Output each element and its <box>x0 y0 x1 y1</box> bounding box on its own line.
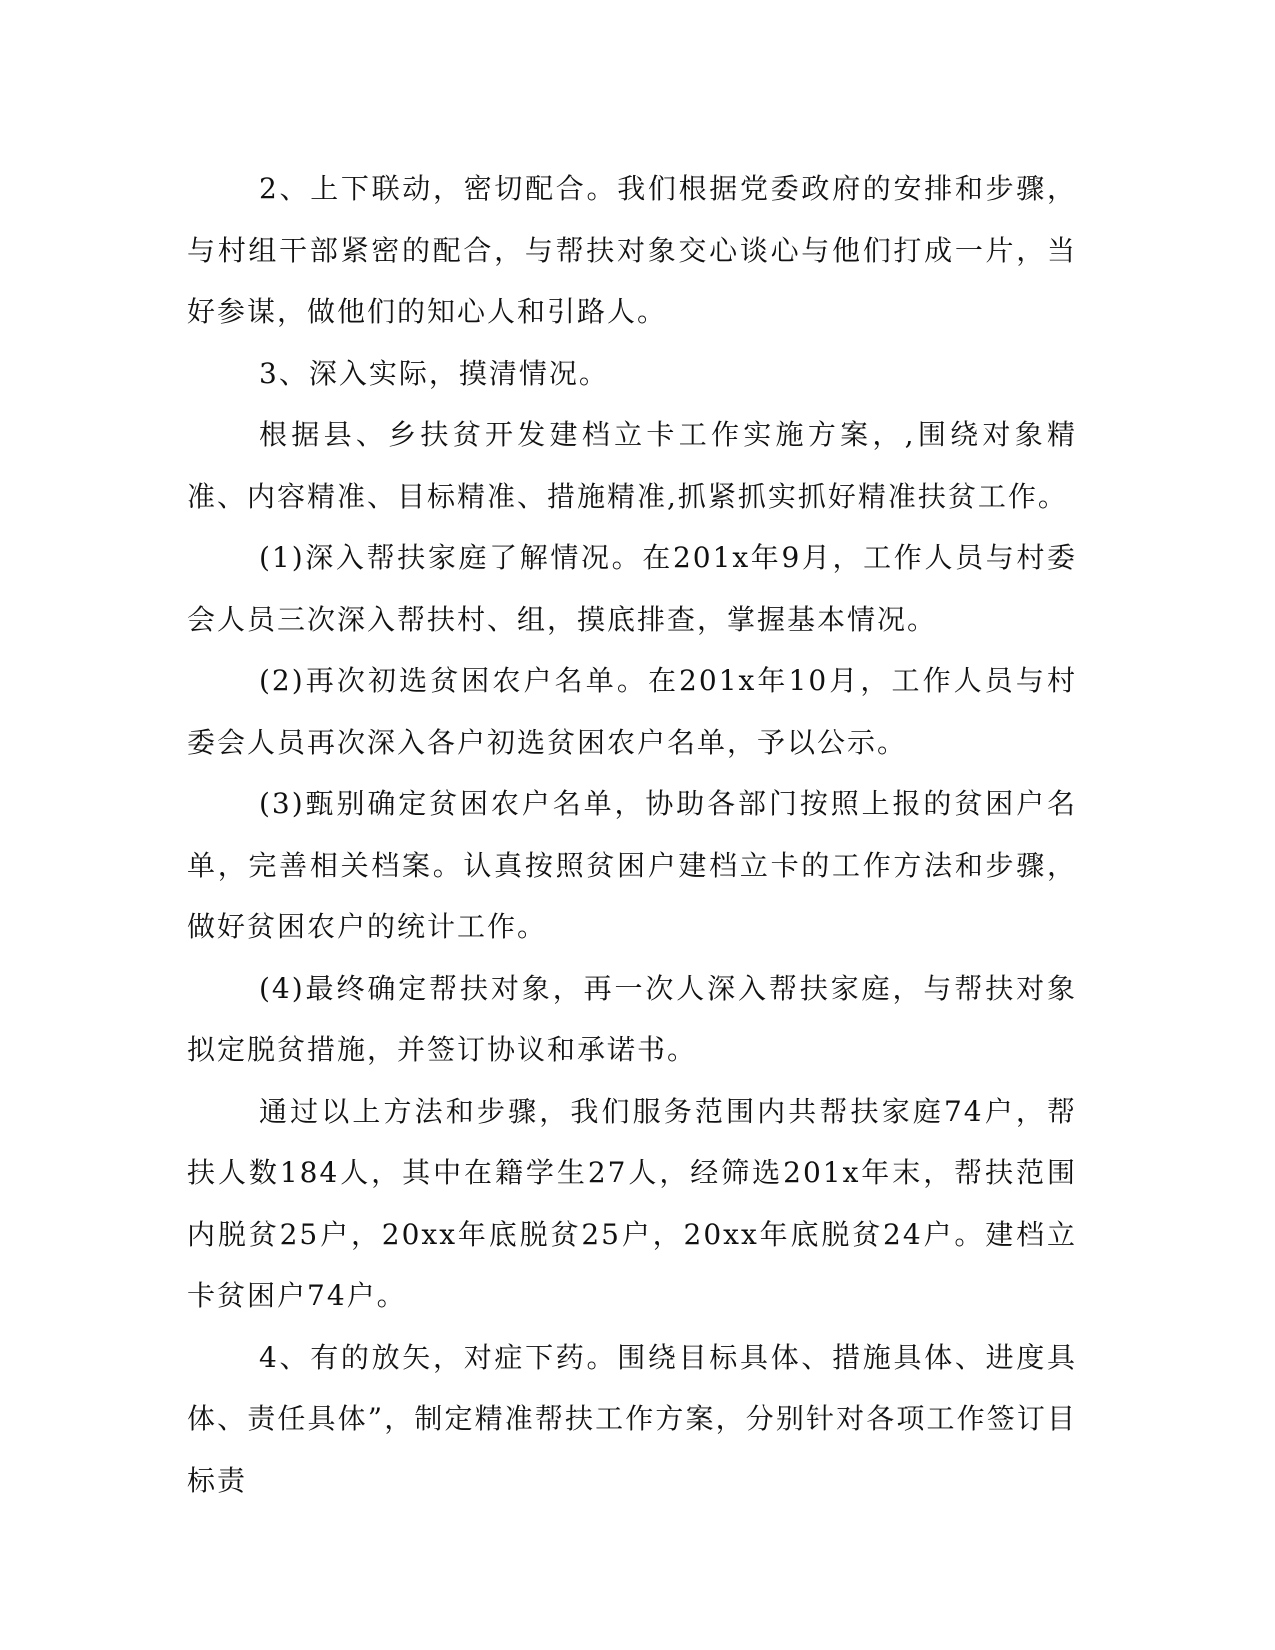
paragraph-step-1: (1)深入帮扶家庭了解情况。在201x年9月，工作人员与村委会人员三次深入帮扶村、组，摸底排查，掌握基本情况。 <box>187 541 1077 636</box>
paragraph-targeted-measures: 4、有的放矢，对症下药。围绕目标具体、措施具体、进度具体、责任具体”，制定精准帮扶工作方案，分别针对各项工作签订目标责 <box>187 1340 1077 1497</box>
paragraph-implementation-plan: 根据县、乡扶贫开发建档立卡工作实施方案，,围绕对象精准、内容精准、目标精准、措施精准,抓紧抓实抓好精准扶贫工作。 <box>187 418 1077 513</box>
paragraph-coordination: 2、上下联动，密切配合。我们根据党委政府的安排和步骤，与村组干部紧密的配合，与帮扶对象交心谈心与他们打成一片，当好参谋，做他们的知心人和引路人。 <box>187 172 1077 328</box>
paragraph-step-3: (3)甄别确定贫困农户名单，协助各部门按照上报的贫困户名单，完善相关档案。认真按照贫困户建档立卡的工作方法和步骤，做好贫困农户的统计工作。 <box>187 787 1077 943</box>
paragraph-heading-investigation: 3、深入实际，摸清情况。 <box>259 356 609 390</box>
document-body <box>187 158 1077 1511</box>
paragraph-step-4: (4)最终确定帮扶对象，再一次人深入帮扶家庭，与帮扶对象拟定脱贫措施，并签订协议和承诺书。 <box>187 971 1077 1066</box>
paragraph-step-2: (2)再次初选贫困农户名单。在201x年10月，工作人员与村委会人员再次深入各户初选贫困农户名单，予以公示。 <box>187 664 1077 759</box>
paragraph-statistics: 通过以上方法和步骤，我们服务范围内共帮扶家庭74户，帮扶人数184人，其中在籍学生27人，经筛选201x年末，帮扶范围内脱贫25户，20xx年底脱贫25户，20xx年底脱贫24户。建档立卡贫困户74户。 <box>187 1094 1077 1312</box>
